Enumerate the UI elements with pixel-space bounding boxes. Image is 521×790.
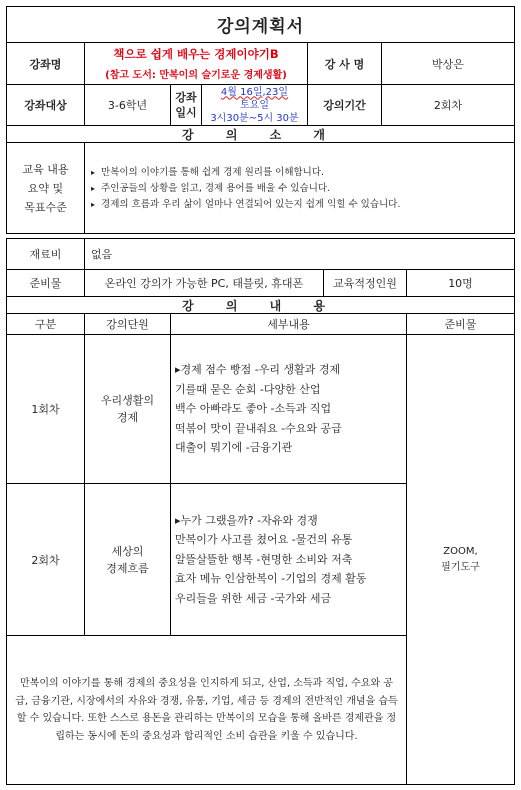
datetime-label: 강좌 일시 <box>170 84 202 126</box>
date-days: 4월 16일,23일 <box>220 86 289 98</box>
course-name: 책으로 쉽게 배우는 경제이야기B <box>113 47 279 61</box>
page-title: 강의계획서 <box>6 6 515 43</box>
target-grades: 3-6학년 <box>84 84 171 126</box>
goals-label: 교육 내용 요약 및 목표수준 <box>6 142 85 234</box>
session-2-details-cell <box>170 483 407 636</box>
summary-text: 만복이의 이야기를 통해 경제의 중요성을 인지하게 되고, 산업, 소득과 직업, 수요와 공급, 금융기관, 시장에서의 자유와 경쟁, 유통, 기업, 세금 등 경제의 전반적인 개념을 습득할 수 있습니다. 또한 스스로 용돈을 관리하는 만복이의 모습을 통해 올바른 경제관을 정립하는 동시에 돈의 중요성과 합리적인 소비 습관을 키울 수 있습니다. <box>15 678 398 742</box>
capacity-label: 교육적정인원 <box>323 269 407 297</box>
column-header-materials: 준비물 <box>406 313 515 335</box>
goals-cell <box>84 142 515 234</box>
column-header-unit: 강의단원 <box>84 313 171 335</box>
column-header-division: 구분 <box>6 313 85 335</box>
prep-value: 온라인 강의가 가능한 PC, 태블릿, 휴대폰 <box>84 269 324 297</box>
intro-section-header: 강 의 소 개 <box>6 125 515 143</box>
session-1-details: ▸경제 점수 빵점 -우리 생활과 경제 기를때 묻은 순회 -다양한 산업 백수 아빠라도 좋아 -소득과 직업 떡볶이 맛이 끝내줘요 -수요와 공급 대출이 뭐기에 -금융기관 <box>175 363 342 455</box>
course-name-cell <box>84 42 308 85</box>
content-section-header: 강 의 내 용 <box>6 296 515 314</box>
session-1-details-cell <box>170 334 407 484</box>
capacity-value: 10명 <box>406 269 515 297</box>
summary-cell <box>6 635 407 785</box>
goals-list <box>91 165 514 213</box>
session-2-unit: 세상의 경제흐름 <box>84 483 171 636</box>
course-label: 강좌명 <box>6 42 85 85</box>
datetime-cell <box>201 84 308 126</box>
date-time: 3시30분~5시 30분 <box>210 112 299 124</box>
prep-label: 준비물 <box>6 269 85 297</box>
instructor-name: 박상은 <box>381 42 515 85</box>
session-2-details: ▸누가 그랬을까? -자유와 경쟁 만복이가 사고를 쳤어요 -물건의 유통 알뜰살뜰한 행복 -현명한 소비와 저축 효자 메뉴 인삼한복이 -기업의 경제 활동 우리들을 위한 세금 -국가와 세금 <box>175 513 367 605</box>
period-label: 강의기간 <box>307 84 382 126</box>
course-reference: (참고 도서: 만복이의 슬기로운 경제생활) <box>105 70 287 81</box>
target-label: 강좌대상 <box>6 84 85 126</box>
instructor-label: 강 사 명 <box>307 42 382 85</box>
session-2-name: 2회차 <box>6 483 85 636</box>
period-value: 2회차 <box>381 84 515 126</box>
fee-label: 재료비 <box>6 238 85 270</box>
session-1-name: 1회차 <box>6 334 85 484</box>
goal-item: ▸ 만복이의 이야기를 통해 쉽게 경제 원리를 이해합니다. <box>91 165 514 181</box>
materials-cell: ZOOM, 필기도구 <box>406 334 515 785</box>
column-header-details: 세부내용 <box>170 313 407 335</box>
goal-item: ▸ 주인공들의 상황을 읽고, 경제 용어를 배울 수 있습니다. <box>91 181 514 197</box>
date-weekday: 토요일 <box>240 99 269 111</box>
session-1-unit: 우리생활의 경제 <box>84 334 171 484</box>
goal-item: ▸ 경제의 흐름과 우리 삶이 얼마나 연결되어 있는지 쉽게 익힐 수 있습니다. <box>91 197 514 213</box>
fee-value: 없음 <box>84 238 515 270</box>
